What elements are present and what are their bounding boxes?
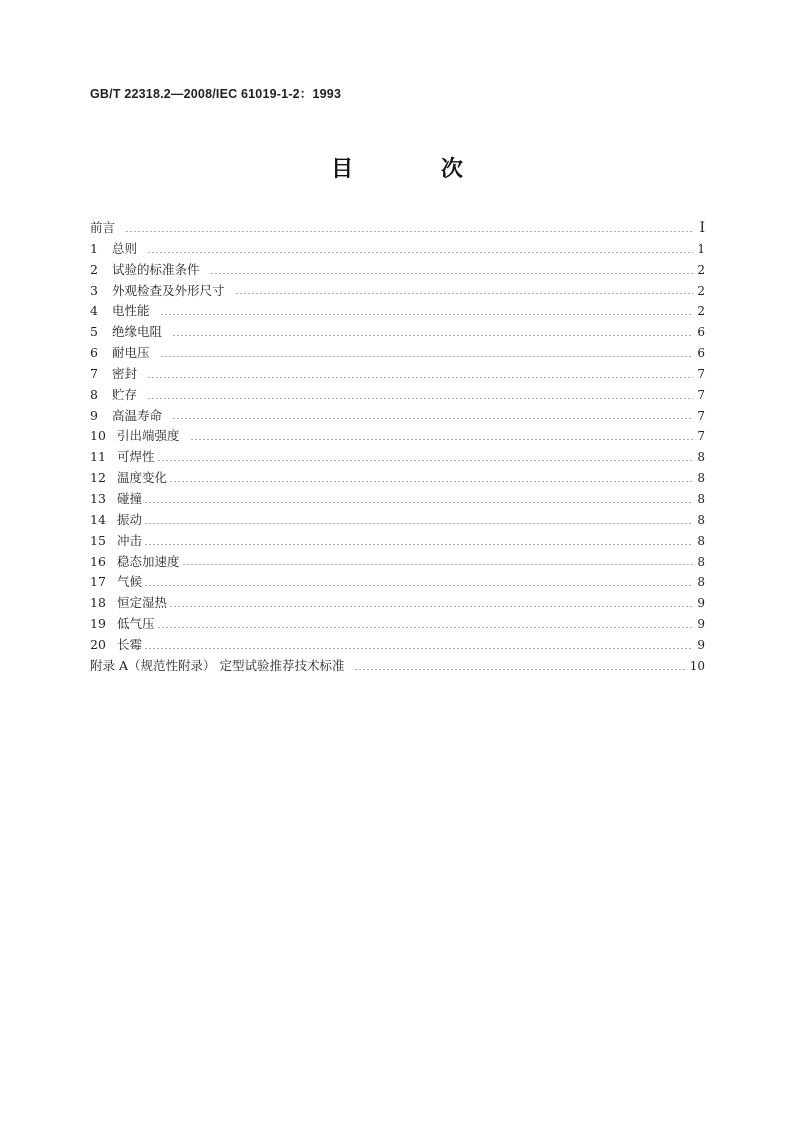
toc-entry-label: 总则	[112, 240, 138, 256]
toc-entry-label: 低气压	[117, 616, 155, 632]
toc-entry-label: 可焊性	[117, 449, 155, 465]
toc-entry-number: 1	[90, 240, 98, 256]
toc-entry-number: 9	[90, 407, 98, 423]
toc-entry[interactable]	[90, 406, 705, 427]
toc-entry[interactable]	[90, 531, 705, 552]
toc-entry-page: I	[699, 220, 705, 236]
toc-entry-number: 19	[90, 616, 106, 632]
toc-entry-number: 20	[90, 636, 106, 652]
toc-entry-label: 附录 A（规范性附录） 定型试验推荐技术标准	[90, 657, 345, 673]
toc-entry-number: 13	[90, 490, 106, 506]
toc-leader-dots	[157, 460, 693, 461]
toc-entry-page: 6	[697, 346, 705, 361]
toc-entry-page: 1	[697, 241, 705, 256]
toc-entry-label: 恒定湿热	[117, 595, 168, 611]
toc-entry-number: 5	[90, 324, 98, 340]
toc-entry-page: 8	[697, 450, 705, 465]
toc-entry[interactable]	[90, 426, 705, 447]
toc-entry-number: 17	[90, 574, 106, 590]
toc-leader-dots	[144, 585, 693, 586]
toc-entry[interactable]	[90, 614, 705, 635]
toc-leader-dots	[147, 252, 693, 253]
toc-entry-page: 7	[697, 387, 705, 402]
toc-entry-page: 8	[697, 533, 705, 548]
toc-entry-label: 密封	[112, 365, 138, 381]
toc-leader-dots	[172, 418, 693, 419]
toc-entry-label: 气候	[117, 574, 143, 590]
toc-leader-dots	[160, 356, 693, 357]
toc-entry-label: 电性能	[112, 303, 150, 319]
toc-entry-page: 9	[697, 637, 705, 652]
toc-entry-page: 2	[697, 304, 705, 319]
toc-entry-number: 16	[90, 553, 106, 569]
toc-entry-label: 高温寿命	[112, 407, 163, 423]
toc-leader-dots	[235, 293, 693, 294]
toc-entry-number: 8	[90, 386, 98, 402]
toc-entry-number: 7	[90, 365, 98, 381]
toc-entry-number: 3	[90, 282, 98, 298]
toc-entry-label: 贮存	[112, 386, 138, 402]
toc-entry-page: 8	[697, 512, 705, 527]
toc-entry-page: 7	[697, 366, 705, 381]
toc-entry[interactable]	[90, 510, 705, 531]
toc-leader-dots	[354, 669, 685, 670]
toc-entry-number: 6	[90, 345, 98, 361]
toc-entry[interactable]	[90, 322, 705, 343]
toc-entry-label: 绝缘电阻	[112, 324, 163, 340]
toc-entry-label: 耐电压	[112, 345, 150, 361]
toc-entry-page: 6	[697, 325, 705, 340]
toc-entry[interactable]	[90, 489, 705, 510]
toc-entry-number: 4	[90, 303, 98, 319]
toc-entry[interactable]	[90, 656, 705, 677]
toc-leader-dots	[169, 481, 693, 482]
toc-entry[interactable]	[90, 572, 705, 593]
toc-entry-page: 10	[689, 658, 705, 673]
toc-leader-dots	[172, 335, 693, 336]
toc-entry-label: 试验的标准条件	[112, 261, 200, 277]
toc-leader-dots	[144, 544, 693, 545]
toc-leader-dots	[169, 606, 693, 607]
toc-entry[interactable]	[90, 552, 705, 573]
toc-entry-label: 长霉	[117, 636, 143, 652]
toc-leader-dots	[160, 314, 693, 315]
toc-leader-dots	[147, 398, 693, 399]
toc-leader-dots	[210, 273, 693, 274]
toc-entry-number: 12	[90, 470, 106, 486]
toc-entry-page: 8	[697, 471, 705, 486]
toc-entry-label: 温度变化	[117, 470, 168, 486]
toc-entry-label: 振动	[117, 511, 143, 527]
toc-entry-label: 前言	[90, 220, 116, 235]
toc-entry[interactable]	[90, 218, 705, 239]
toc-entry-page: 8	[697, 554, 705, 569]
toc-entry-page: 8	[697, 491, 705, 506]
toc-leader-dots	[190, 439, 693, 440]
toc-entry-label: 冲击	[117, 532, 143, 548]
toc-entry[interactable]	[90, 468, 705, 489]
toc-entry[interactable]	[90, 260, 705, 281]
toc-entry-page: 2	[697, 283, 705, 298]
toc-entry-number: 15	[90, 532, 106, 548]
toc-entry[interactable]	[90, 635, 705, 656]
toc-entry-page: 9	[697, 596, 705, 611]
toc-entry-label: 引出端强度	[117, 428, 180, 444]
table-of-contents	[90, 218, 705, 677]
toc-leader-dots	[157, 627, 693, 628]
toc-leader-dots	[144, 502, 693, 503]
toc-entry-number: 14	[90, 511, 106, 527]
standard-id: GB/T 22318.2—2008/IEC 61019-1-2：1993	[90, 87, 342, 101]
toc-leader-dots	[182, 564, 693, 565]
toc-leader-dots	[144, 648, 693, 649]
toc-entry[interactable]	[90, 239, 705, 260]
toc-entry-number: 11	[90, 449, 106, 465]
toc-entry-label: 碰撞	[117, 490, 143, 506]
toc-entry-page: 8	[697, 575, 705, 590]
toc-entry[interactable]	[90, 593, 705, 614]
toc-entry-label: 稳态加速度	[117, 553, 180, 569]
toc-entry-page: 2	[697, 262, 705, 277]
page-title: 目 次	[331, 156, 503, 182]
toc-entry[interactable]	[90, 343, 705, 364]
toc-entry[interactable]	[90, 364, 705, 385]
toc-entry-page: 9	[697, 617, 705, 632]
toc-entry-label: 外观检查及外形尺寸	[112, 282, 225, 298]
toc-leader-dots	[147, 377, 693, 378]
toc-entry-page: 7	[697, 429, 705, 444]
toc-entry-number: 18	[90, 595, 106, 611]
toc-leader-dots	[144, 523, 693, 524]
toc-entry-page: 7	[697, 408, 705, 423]
toc-entry-number: 10	[90, 428, 106, 444]
toc-entry[interactable]	[90, 447, 705, 468]
toc-entry-number: 2	[90, 261, 98, 277]
toc-entry[interactable]	[90, 301, 705, 322]
toc-entry[interactable]	[90, 281, 705, 302]
toc-leader-dots	[125, 231, 693, 232]
toc-entry[interactable]	[90, 385, 705, 406]
